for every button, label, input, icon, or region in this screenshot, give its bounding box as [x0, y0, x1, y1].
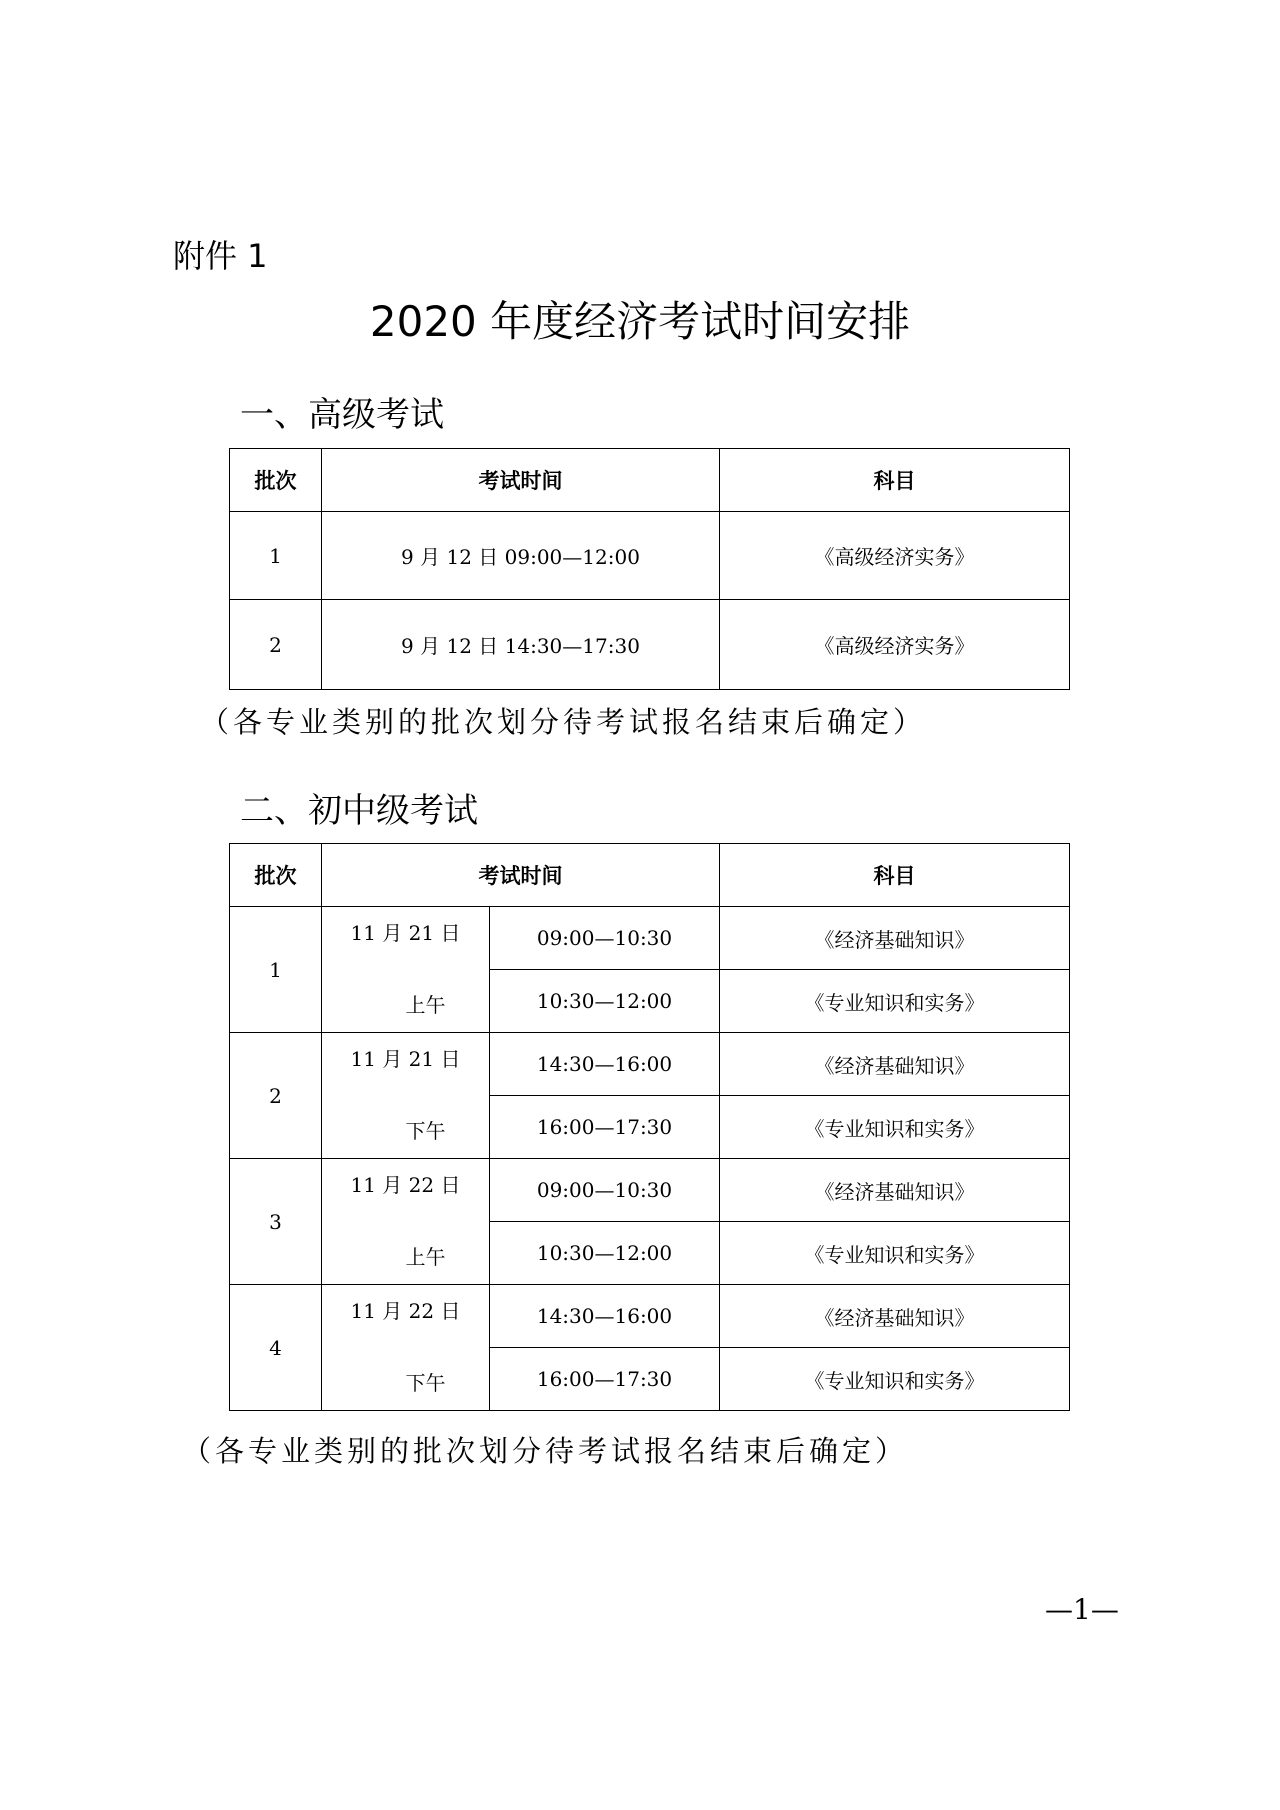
junior-exam-table [229, 843, 1070, 1411]
table-row [230, 1285, 1070, 1348]
header-subject: 科目 [720, 844, 1070, 907]
table-row [230, 1033, 1070, 1096]
subject-cell: 《经济基础知识》 [720, 907, 1070, 970]
subject-cell: 《经济基础知识》 [720, 1033, 1070, 1096]
period-text: 下午 [405, 1119, 446, 1143]
time-cell: 14:30—16:00 [490, 1033, 720, 1096]
time-cell: 9 月 12 日 14:30—17:30 [322, 600, 720, 690]
page-title: 2020 年度经济考试时间安排 [369, 297, 911, 346]
subject-cell: 《专业知识和实务》 [720, 970, 1070, 1033]
batch-cell: 3 [230, 1159, 322, 1285]
date-text: 11 月 22 日 [350, 1299, 461, 1323]
time-cell: 9 月 12 日 09:00—12:00 [322, 512, 720, 600]
subject-cell: 《专业知识和实务》 [720, 1348, 1070, 1411]
header-subject: 科目 [720, 449, 1070, 512]
time-cell: 09:00—10:30 [490, 907, 720, 970]
subject-cell: 《经济基础知识》 [720, 1159, 1070, 1222]
time-cell: 16:00—17:30 [490, 1348, 720, 1411]
batch-cell: 1 [230, 512, 322, 600]
time-cell: 14:30—16:00 [490, 1285, 720, 1348]
date-cell [322, 1285, 490, 1411]
table-header-row [230, 449, 1070, 512]
attachment-label: 附件 1 [173, 237, 268, 275]
date-text: 11 月 21 日 [350, 1047, 461, 1071]
date-cell [322, 907, 490, 1033]
time-cell: 10:30—12:00 [490, 1222, 720, 1285]
batch-cell: 2 [230, 600, 322, 690]
period-text: 下午 [405, 1371, 446, 1395]
table-row [230, 907, 1070, 970]
batch-cell: 2 [230, 1033, 322, 1159]
table-header-row [230, 844, 1070, 907]
section-note-senior: （各专业类别的批次划分待考试报名结束后确定） [200, 705, 927, 739]
period-text: 上午 [405, 1245, 446, 1269]
subject-cell: 《专业知识和实务》 [720, 1096, 1070, 1159]
batch-cell: 1 [230, 907, 322, 1033]
table-row [230, 512, 1070, 600]
table-row [230, 600, 1070, 690]
header-batch: 批次 [230, 844, 322, 907]
header-batch: 批次 [230, 449, 322, 512]
table-row [230, 1159, 1070, 1222]
time-cell: 09:00—10:30 [490, 1159, 720, 1222]
date-cell [322, 1033, 490, 1159]
batch-cell: 4 [230, 1285, 322, 1411]
header-time: 考试时间 [322, 844, 720, 907]
date-text: 11 月 21 日 [350, 921, 461, 945]
header-time: 考试时间 [322, 449, 720, 512]
subject-cell: 《高级经济实务》 [720, 600, 1070, 690]
date-cell [322, 1159, 490, 1285]
section-heading-junior: 二、初中级考试 [240, 791, 478, 831]
subject-cell: 《高级经济实务》 [720, 512, 1070, 600]
time-cell: 16:00—17:30 [490, 1096, 720, 1159]
subject-cell: 《经济基础知识》 [720, 1285, 1070, 1348]
senior-exam-table [229, 448, 1070, 690]
page-number: —1— [1045, 1593, 1119, 1626]
time-cell: 10:30—12:00 [490, 970, 720, 1033]
section-heading-senior: 一、高级考试 [240, 395, 444, 435]
section-note-junior: （各专业类别的批次划分待考试报名结束后确定） [182, 1434, 909, 1468]
period-text: 上午 [405, 993, 446, 1017]
subject-cell: 《专业知识和实务》 [720, 1222, 1070, 1285]
date-text: 11 月 22 日 [350, 1173, 461, 1197]
